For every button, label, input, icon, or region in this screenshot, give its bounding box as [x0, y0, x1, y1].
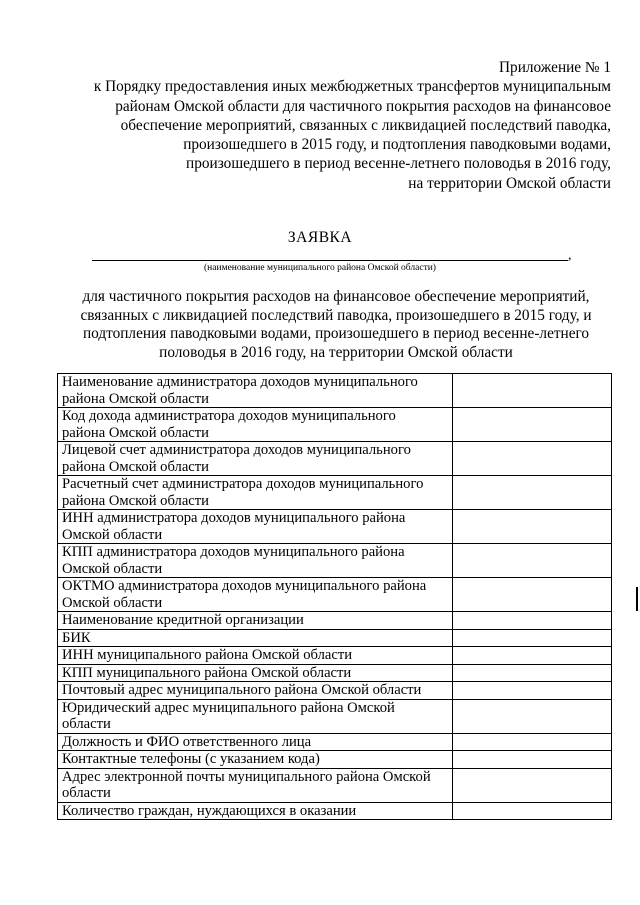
- field-label-line: ОКТМО администратора доходов муниципального района: [62, 578, 427, 594]
- table-row: [58, 802, 612, 820]
- table-row: [58, 612, 612, 630]
- field-label-line: района Омской области: [62, 424, 209, 441]
- field-label-line: ИНН муниципального района Омской области: [62, 647, 353, 663]
- field-value-cell[interactable]: [453, 544, 612, 578]
- field-label-line: Количество граждан, нуждающихся в оказании: [62, 802, 357, 819]
- field-label-cell: [58, 802, 453, 820]
- field-value-cell[interactable]: [453, 733, 612, 751]
- field-value-cell[interactable]: [453, 751, 612, 769]
- field-value-cell[interactable]: [453, 664, 612, 682]
- table-row: [58, 699, 612, 733]
- document-title: ЗАЯВКА: [287, 229, 353, 246]
- field-label-cell: [58, 442, 453, 476]
- field-value-cell[interactable]: [453, 699, 612, 733]
- purpose-line: для частичного покрытия расходов на финансовое обеспечение мероприятий,: [82, 288, 590, 305]
- appendix-line: произошедшего в период весенне-летнего половодья в 2016 году,: [186, 155, 611, 173]
- field-value-cell[interactable]: [453, 442, 612, 476]
- field-label-cell: [58, 374, 453, 408]
- appendix-header: [60, 58, 611, 193]
- table-row: [58, 682, 612, 700]
- field-value-cell[interactable]: [453, 374, 612, 408]
- scan-edge-mark: [636, 587, 638, 611]
- table-row: [58, 751, 612, 769]
- table-row: [58, 578, 612, 612]
- field-label-cell: [58, 612, 453, 630]
- field-label-line: Адрес электронной почты муниципального района Омской: [62, 768, 431, 785]
- field-label-line: Расчетный счет администратора доходов муниципального: [62, 476, 424, 492]
- field-label-cell: [58, 733, 453, 751]
- field-value-cell[interactable]: [453, 510, 612, 544]
- table-row: [58, 733, 612, 751]
- field-value-cell[interactable]: [453, 578, 612, 612]
- field-label-cell: [58, 699, 453, 733]
- field-label-line: Омской области: [62, 526, 163, 543]
- field-label-line: Омской области: [62, 594, 163, 611]
- table-row: [58, 442, 612, 476]
- table-row: [58, 408, 612, 442]
- field-value-cell[interactable]: [453, 768, 612, 802]
- appendix-line: к Порядку предоставления иных межбюджетных трансфертов муниципальным: [93, 78, 611, 96]
- field-label-cell: [58, 682, 453, 700]
- table-row: [58, 544, 612, 578]
- district-name-caption: (наименование муниципального района Омской области): [204, 263, 436, 273]
- field-label-cell: [58, 510, 453, 544]
- field-label-line: Код дохода администратора доходов муниципального: [62, 408, 396, 424]
- table-row: [58, 647, 612, 665]
- field-label-line: Контактные телефоны (с указанием кода): [62, 751, 320, 767]
- field-value-cell[interactable]: [453, 476, 612, 510]
- field-value-cell[interactable]: [453, 629, 612, 647]
- field-label-line: КПП администратора доходов муниципального района: [62, 544, 405, 560]
- field-label-line: района Омской области: [62, 492, 209, 509]
- application-purpose: [62, 288, 610, 362]
- field-label-line: Должность и ФИО ответственного лица: [62, 733, 312, 750]
- table-row: [58, 629, 612, 647]
- field-label-line: Лицевой счет администратора доходов муниципального: [62, 442, 411, 458]
- district-name-blank[interactable]: [92, 256, 568, 261]
- field-label-cell: [58, 408, 453, 442]
- field-label-line: КПП муниципального района Омской области: [62, 664, 352, 681]
- purpose-line: половодья в 2016 году, на территории Омской области: [159, 343, 513, 361]
- field-label-line: Наименование кредитной организации: [62, 612, 304, 628]
- field-label-cell: [58, 751, 453, 769]
- appendix-line: районам Омской области для частичного покрытия расходов на финансовое: [115, 97, 611, 115]
- field-value-cell[interactable]: [453, 802, 612, 820]
- appendix-line: обеспечение мероприятий, связанных с ликвидацией последствий паводка,: [120, 116, 611, 134]
- field-label-cell: [58, 768, 453, 802]
- purpose-line: связанных с ликвидацией последствий паводка, произошедшего в 2015 году, и: [80, 306, 592, 324]
- field-value-cell[interactable]: [453, 612, 612, 630]
- field-label-line: Юридический адрес муниципального района Омской: [62, 699, 395, 716]
- table-row: [58, 476, 612, 510]
- field-value-cell[interactable]: [453, 682, 612, 700]
- field-label-line: Наименование администратора доходов муниципального: [62, 374, 418, 390]
- field-label-line: ИНН администратора доходов муниципального района: [62, 510, 406, 526]
- purpose-line: подтопления паводковыми водами, произошедшего в период весенне-летнего: [82, 325, 590, 342]
- field-label-cell: [58, 578, 453, 612]
- appendix-line: произошедшего в 2015 году, и подтопления паводковыми водами,: [183, 136, 611, 154]
- field-value-cell[interactable]: [453, 647, 612, 665]
- field-label-line: БИК: [62, 629, 91, 646]
- table-row: [58, 664, 612, 682]
- field-label-cell: [58, 476, 453, 510]
- table-row: [58, 374, 612, 408]
- district-name-comma: ,: [568, 248, 572, 263]
- field-label-line: района Омской области: [62, 458, 209, 475]
- field-label-line: области: [62, 716, 111, 732]
- field-label-line: Омской области: [62, 560, 163, 577]
- application-form-table: [57, 373, 612, 820]
- field-label-cell: [58, 647, 453, 665]
- field-label-line: Почтовый адрес муниципального района Омской области: [62, 682, 422, 698]
- table-row: [58, 768, 612, 802]
- field-label-cell: [58, 629, 453, 647]
- appendix-number: Приложение № 1: [499, 59, 611, 76]
- field-label-cell: [58, 664, 453, 682]
- table-row: [58, 510, 612, 544]
- field-label-line: области: [62, 785, 111, 801]
- field-value-cell[interactable]: [453, 408, 612, 442]
- field-label-cell: [58, 544, 453, 578]
- appendix-line: на территории Омской области: [408, 174, 611, 192]
- form-table-body: [58, 374, 612, 820]
- field-label-line: района Омской области: [62, 390, 209, 407]
